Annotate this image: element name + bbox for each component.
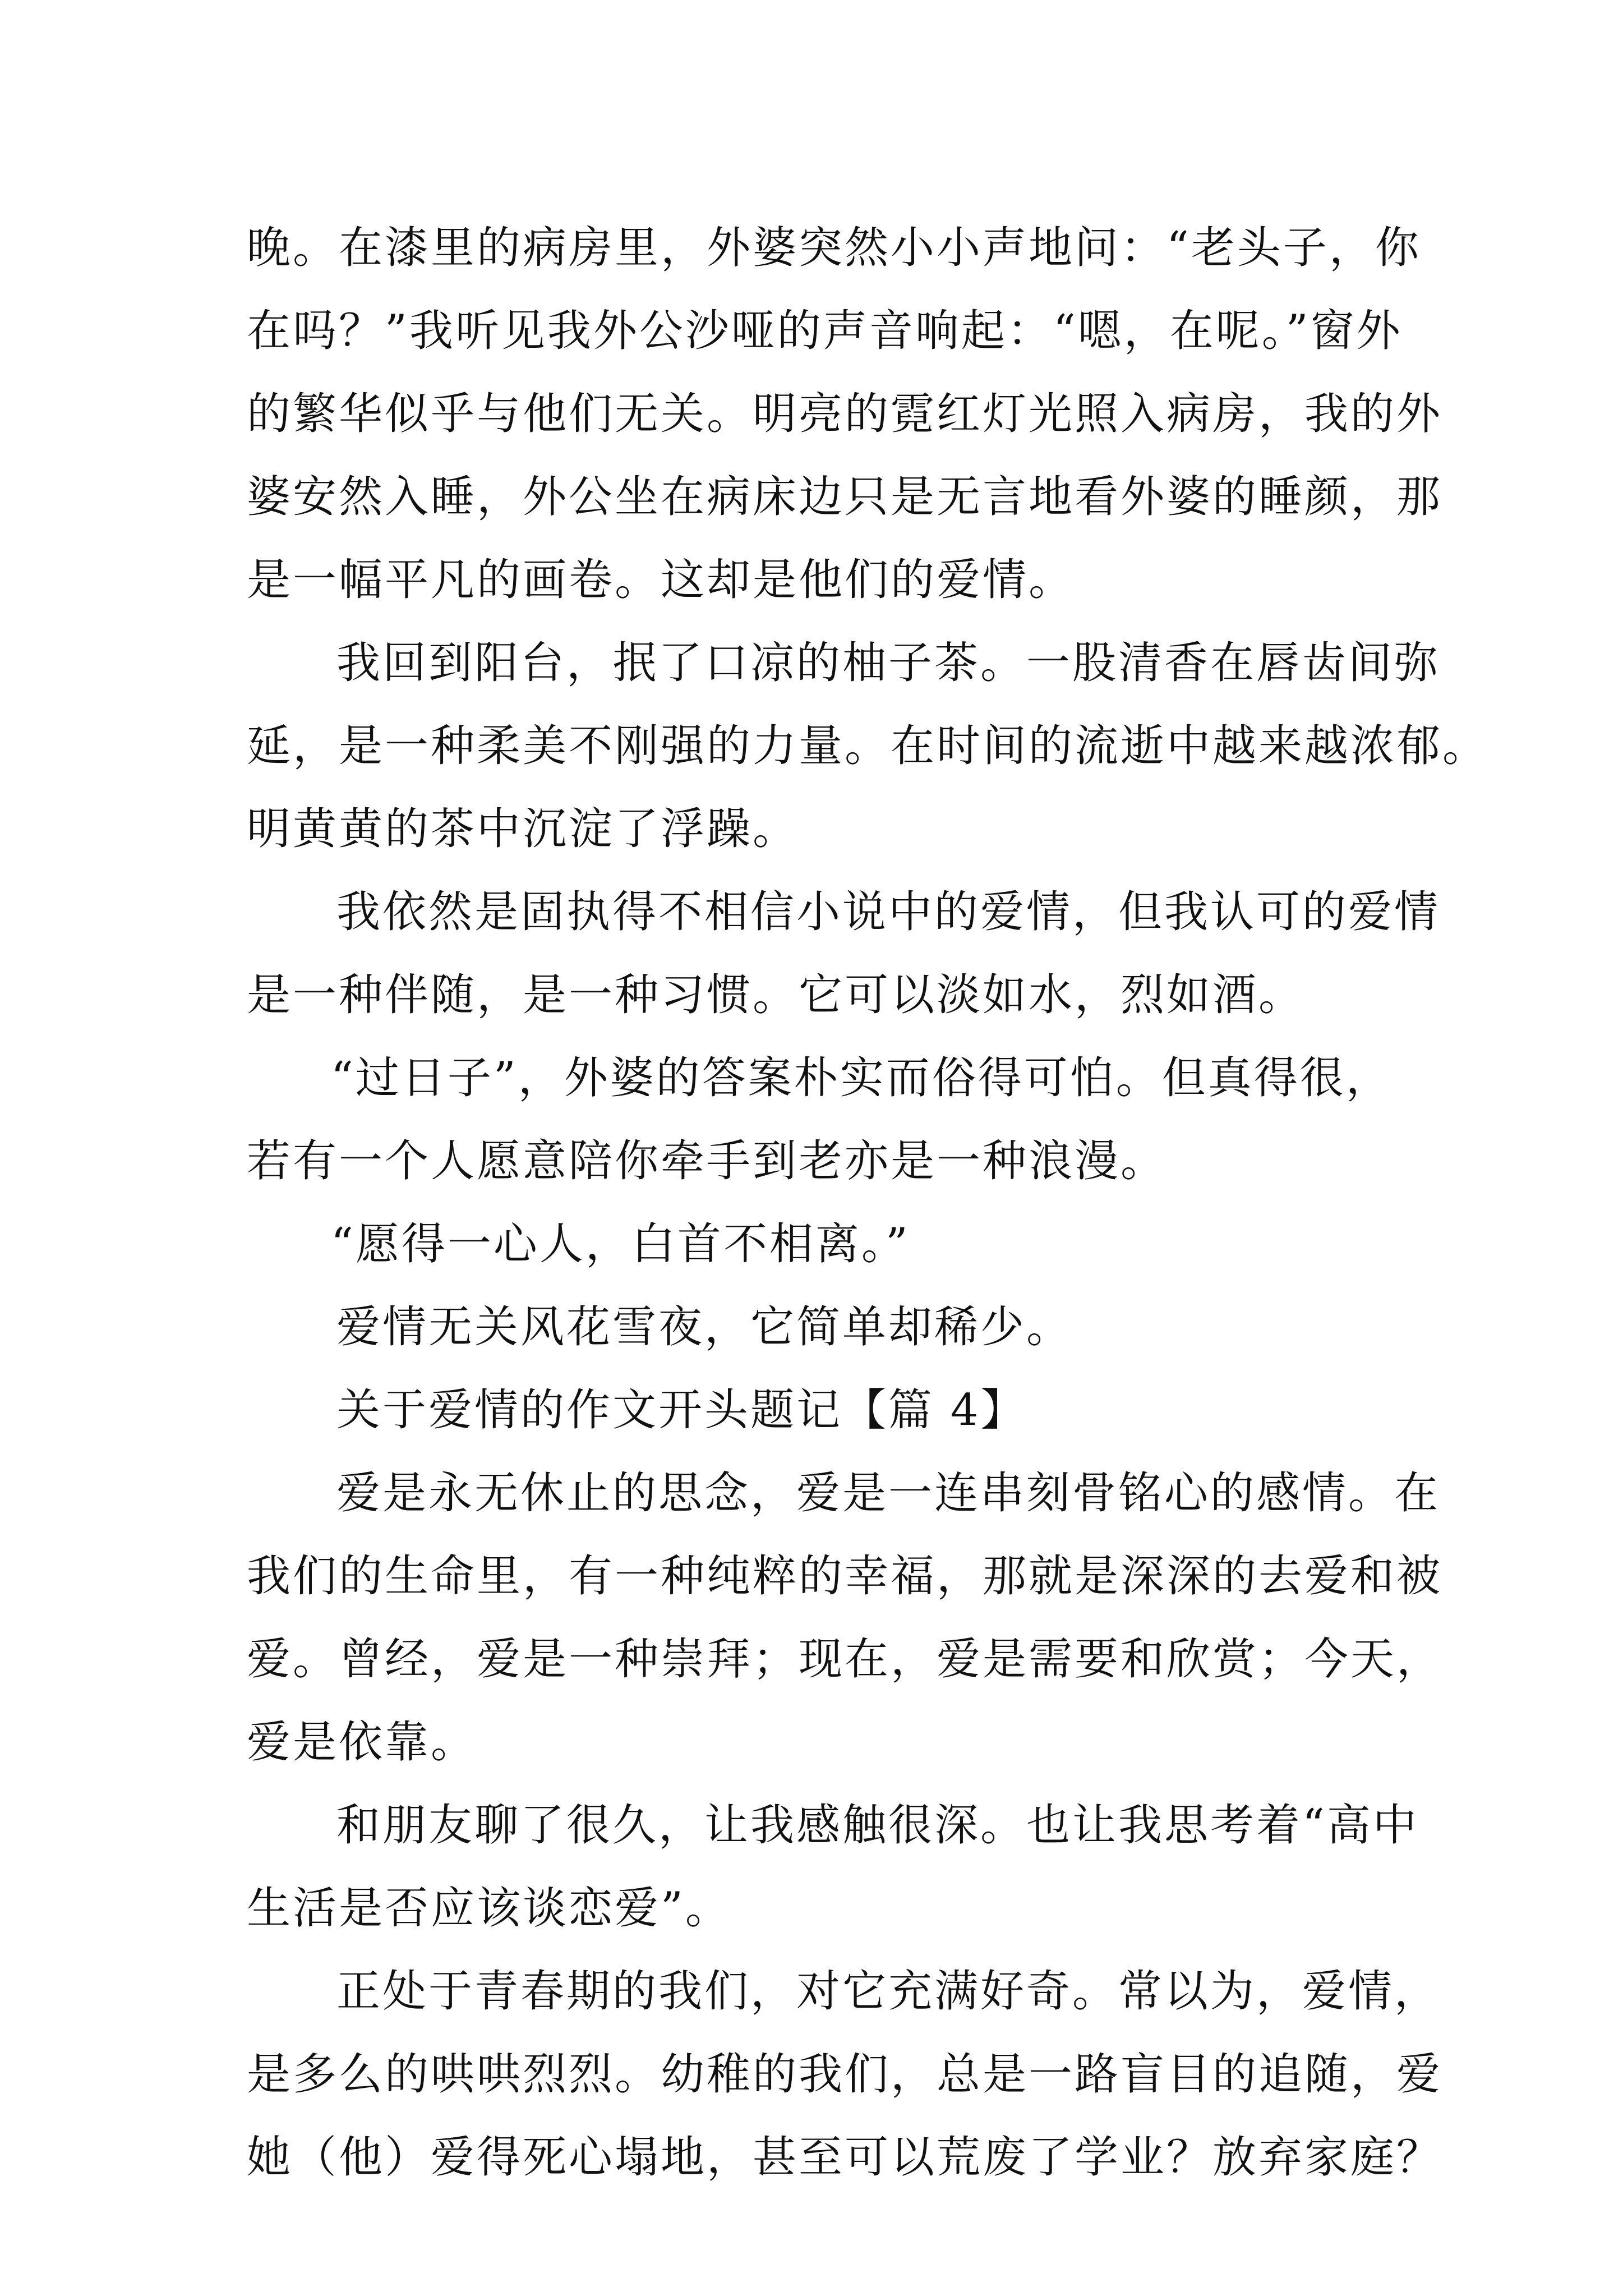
text-line: “愿得一心人，白首不相离。”	[331, 1219, 910, 1269]
document-body	[247, 206, 1489, 2199]
paragraph-4	[247, 1037, 1391, 1203]
text-line: 在吗？”我听见我外公沙哑的声音响起：“嗯，在呢。”窗外	[247, 306, 1403, 356]
text-line: 爱。曾经，爱是一种崇拜；现在，爱是需要和欣赏；今天，	[247, 1634, 1443, 1685]
paragraph-9	[247, 1784, 1419, 1950]
text-line: 是一种伴随，是一种习惯。它可以淡如水，烈如酒。	[247, 970, 1305, 1020]
text-line: 和朋友聊了很久，让我感触很深。也让我思考着“高中	[336, 1800, 1419, 1851]
paragraph-6	[247, 1286, 1391, 1369]
text-line: 晚。在漆里的病房里，外婆突然小小声地问：“老头子，你	[247, 223, 1421, 273]
paragraph-10	[247, 1950, 1443, 2199]
text-line: “过日子”，外婆的答案朴实而俗得可怕。但真得很，	[331, 1053, 1392, 1103]
text-line: 关于爱情的作文开头题记【篇 4】	[336, 1385, 1027, 1435]
paragraph-2	[247, 622, 1489, 871]
text-line: 婆安然入睡，外公坐在病床边只是无言地看外婆的睡颜，那	[247, 472, 1443, 522]
text-line: 爱是依靠。	[247, 1717, 477, 1768]
text-line: 是多么的哄哄烈烈。幼稚的我们，总是一路盲目的追随，爱	[247, 2049, 1443, 2100]
section-heading	[247, 1369, 1391, 1452]
text-line: 我回到阳台，抿了口凉的柚子茶。一股清香在唇齿间弥	[336, 638, 1441, 688]
text-line: 爱是永无休止的思念，爱是一连串刻骨铭心的感情。在	[336, 1468, 1441, 1519]
text-line: 正处于青春期的我们，对它充满好奇。常以为，爱情，	[336, 1966, 1441, 2017]
paragraph-8	[247, 1452, 1443, 1784]
text-line: 是一幅平凡的画卷。这却是他们的爱情。	[247, 555, 1075, 605]
text-line: 的繁华似乎与他们无关。明亮的霓红灯光照入病房，我的外	[247, 389, 1443, 439]
text-line: 爱情无关风花雪夜，它简单却稀少。	[336, 1302, 1073, 1352]
paragraph-1	[247, 206, 1443, 622]
text-line: 若有一个人愿意陪你牵手到老亦是一种浪漫。	[247, 1136, 1167, 1186]
text-line: 我们的生命里，有一种纯粹的幸福，那就是深深的去爱和被	[247, 1551, 1443, 1602]
text-line: 延，是一种柔美不刚强的力量。在时间的流逝中越来越浓郁。	[247, 721, 1489, 771]
text-line: 我依然是固执得不相信小说中的爱情，但我认可的爱情	[336, 887, 1441, 937]
text-line: 生活是否应该谈恋爱”。	[247, 1883, 731, 1934]
paragraph-3	[247, 871, 1441, 1037]
text-line: 她（他）爱得死心塌地，甚至可以荒废了学业？放弃家庭？	[247, 2132, 1443, 2183]
paragraph-5	[247, 1203, 1391, 1286]
text-line: 明黄黄的茶中沉淀了浮躁。	[247, 804, 799, 854]
